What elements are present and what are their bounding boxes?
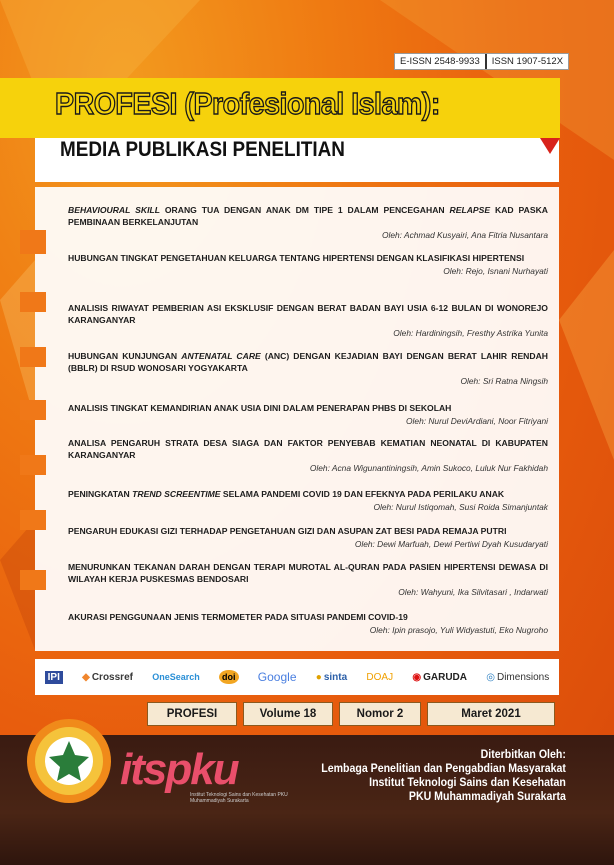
ipi-logo: IPI xyxy=(45,671,63,684)
toc-title: ANALISA PENGARUH STRATA DESA SIAGA DAN FAKTOR PENYEBAB KEMATIAN NEONATAL DI KABUPATEN KARANGANYAR xyxy=(68,438,548,460)
toc-authors: Oleh: Dewi Marfuah, Dewi Pertiwi Dyah Kusudaryati xyxy=(354,539,548,549)
toc-authors: Oleh: Nurul Istiqomah, Susi Roida Simanjuntak xyxy=(373,502,548,512)
orange-marker xyxy=(20,230,46,250)
onesearch-logo: OneSearch xyxy=(152,672,200,682)
toc-authors: Oleh: Sri Ratna Ningsih xyxy=(460,376,548,386)
toc-authors: Oleh: Rejo, Isnani Nurhayati xyxy=(443,266,548,276)
toc-title: ANALISIS RIWAYAT PEMBERIAN ASI EKSKLUSIF DENGAN BERAT BADAN BAYI USIA 6-12 BULAN DI WONOREJO KARANGANYAR xyxy=(68,303,548,325)
number-box: Nomor 2 xyxy=(339,702,421,726)
journal-title: PROFESI (Profesional Islam): xyxy=(55,86,440,121)
toc-item xyxy=(68,488,548,512)
toc-title: HUBUNGAN TINGKAT PENGETAHUAN KELUARGA TENTANG HIPERTENSI DENGAN KLASIFIKASI HIPERTENSI xyxy=(68,253,525,263)
google-logo: Google xyxy=(257,670,297,684)
toc-item xyxy=(68,402,548,426)
toc-item xyxy=(68,525,548,549)
journal-name-box: PROFESI xyxy=(147,702,237,726)
date-box: Maret 2021 xyxy=(427,702,555,726)
issn-text: ISSN 1907-512X xyxy=(491,56,564,67)
toc-title: ANALISIS TINGKAT KEMANDIRIAN ANAK USIA DINI DALAM PENERAPAN PHBS DI SEKOLAH xyxy=(68,403,452,413)
toc-authors: Oleh: Achmad Kusyairi, Ana Fitria Nusantara xyxy=(381,230,548,240)
publisher-line: Lembaga Penelitian dan Pengabdian Masyarakat xyxy=(321,763,566,775)
red-triangle-icon xyxy=(540,138,560,154)
eissn-text: E-ISSN 2548-9933 xyxy=(395,54,487,69)
indexing-logos xyxy=(35,659,559,695)
toc-title: BEHAVIOURAL SKILL ORANG TUA DENGAN ANAK DM TIPE 1 DALAM PENCEGAHAN RELAPSE KAD PASKA PEMBINAAN BERKELANJUTAN xyxy=(68,205,548,227)
toc-item xyxy=(68,437,548,473)
doaj-logo: DOAJ xyxy=(366,671,394,683)
doi-logo: doi xyxy=(219,670,239,684)
toc-item xyxy=(68,350,548,386)
itspku-logo: itspku xyxy=(120,745,238,794)
publisher-info xyxy=(321,748,566,804)
publisher-line: PKU Muhammadiyah Surakarta xyxy=(409,791,566,803)
orange-marker xyxy=(20,347,46,367)
orange-marker xyxy=(20,510,46,530)
toc-item xyxy=(68,302,548,338)
toc-item xyxy=(68,611,548,635)
sinta-logo: ● sinta xyxy=(315,671,348,683)
table-of-contents xyxy=(35,187,559,651)
crossref-logo: ◆ Crossref xyxy=(82,671,133,683)
orange-marker xyxy=(20,570,46,590)
toc-title: HUBUNGAN KUNJUNGAN ANTENATAL CARE (ANC) DENGAN KEJADIAN BAYI DENGAN BERAT LAHIR RENDAH (BBLR) DI RSUD WONOSARI YOGYAKARTA xyxy=(68,351,549,373)
issn-box xyxy=(394,53,569,70)
toc-title: MENURUNKAN TEKANAN DARAH DENGAN TERAPI MUROTAL AL-QURAN PADA PASIEN HIPERTENSI DEWASA DI WILAYAH KERJA PUSKESMAS BENDOSARI xyxy=(68,562,548,584)
issue-info-bar xyxy=(147,702,555,726)
orange-marker xyxy=(20,400,46,420)
toc-authors: Oleh: Wahyuni, Ika Silvitasari , Indarwati xyxy=(398,587,548,597)
dimensions-logo: ◎ Dimensions xyxy=(486,671,550,683)
publisher-line: Institut Teknologi Sains dan Kesehatan xyxy=(369,777,566,789)
toc-authors: Oleh: Ipin prasojo, Yuli Widyastuti, Eko Nugroho xyxy=(369,625,548,635)
toc-title: PENGARUH EDUKASI GIZI TERHADAP PENGETAHUAN GIZI DAN ASUPAN ZAT BESI PADA REMAJA PUTRI xyxy=(68,526,507,536)
toc-authors: Oleh: Nurul DeviArdiani, Noor Fitriyani xyxy=(406,416,548,426)
university-seal-icon xyxy=(25,717,113,805)
itspku-subtitle: Institut Teknologi Sains dan Kesehatan PKU Muhammadiyah Surakarta xyxy=(190,792,288,804)
volume-box: Volume 18 xyxy=(243,702,333,726)
orange-marker xyxy=(20,292,46,312)
publisher-heading: Diterbitkan Oleh: xyxy=(480,749,566,761)
toc-item xyxy=(68,252,548,276)
orange-marker xyxy=(20,455,46,475)
garuda-logo: ◉ GARUDA xyxy=(412,671,467,683)
toc-authors: Oleh: Acna Wigunantiningsih, Amin Sukoco, Luluk Nur Fakhidah xyxy=(309,463,548,473)
toc-authors: Oleh: Hardiningsih, Fresthy Astrika Yunita xyxy=(393,328,548,338)
toc-item xyxy=(68,204,548,240)
toc-item xyxy=(68,561,548,597)
toc-title: PENINGKATAN TREND SCREENTIME SELAMA PANDEMI COVID 19 DAN EFEKNYA PADA PERILAKU ANAK xyxy=(68,489,505,499)
toc-title: AKURASI PENGGUNAAN JENIS TERMOMETER PADA SITUASI PANDEMI COVID-19 xyxy=(68,612,408,622)
journal-subtitle: MEDIA PUBLIKASI PENELITIAN xyxy=(60,138,345,161)
